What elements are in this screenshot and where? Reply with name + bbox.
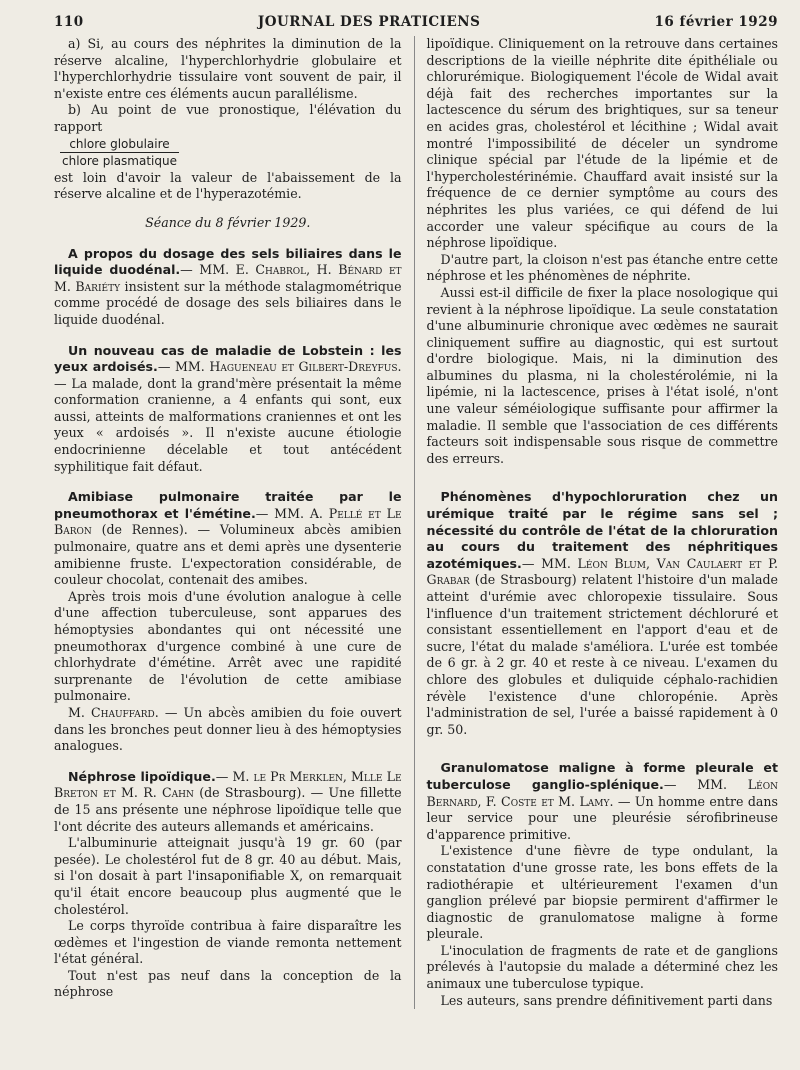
ratio-formula: [54, 136, 402, 170]
paragraph: b) Au point de vue pronostique, l'élévation du rapport: [54, 102, 402, 134]
paragraph: L'albuminurie atteignait jusqu'à 19 gr. 60 (par pesée). Le cholestérol fut de 8 gr. 40 au début. Mais, si l'on dosait à part l'insaponifiable X, on remarquait qu'il était encore beaucoup plus augmenté que le cholestérol.: [54, 835, 402, 917]
article: [427, 489, 778, 738]
session-heading: Séance du 8 février 1929.: [145, 214, 311, 230]
article-text: insistent sur la méthode stalagmométrique comme procédé de dosage des sels biliaires dans le liquide duodénal.: [54, 278, 402, 327]
article-title: Amibiase pulmonaire traitée par le pneumothorax et l'émétine.: [54, 489, 402, 521]
article-title: Granulomatose maligne à forme pleurale et tuberculose ganglio-splénique.: [426, 760, 778, 792]
right-column: [414, 36, 778, 1009]
paragraph: Aussi est-il difficile de fixer la place nosologique qui revient à la néphrose lipoïdique. La seule constatation d'une albuminurie chronique avec œdèmes ne saurait cliniquement suffire au diagnostic, qui est surtout d'ordre biologique. Mais, ni la diminution des albumines du plasma, ni la cholestérolémie, ni la lipémie, ni la lactescence, prises à l'état isolé, n'ont une valeur séméiologique suffisante pour affirmer la maladie. Il semble que l'association de ces différents facteurs soit indispensable sous risque de commettre des erreurs.: [426, 284, 778, 466]
article-text: — Un homme entre dans leur service pour une pleurésie sérofibrineuse d'apparence primitive.: [426, 793, 778, 842]
paragraph: Les auteurs, sans prendre définitivement parti dans: [440, 992, 773, 1008]
article-authors: — MM. Hagueneau et Gilbert-Dreyfus.: [157, 359, 402, 375]
article-title: Un nouveau cas de maladie de Lobstein : les yeux ardoisés.: [54, 342, 402, 375]
article-title: Phénomènes d'hypochloruration chez un urémique traité par le régime sans sel ; nécessité du contrôle de l'état de la chloruration au cours du traitement des néphritiques azotémiques.: [426, 489, 778, 571]
paragraph: Le corps thyroïde contribua à faire disparaître les œdèmes et l'ingestion de viande remonta nettement l'état général.: [54, 918, 402, 967]
article-authors: — MM. E. Chabrol, H. Bénard et M. Bariéty: [54, 262, 402, 294]
journal-title: JOURNAL DES PRATICIENS: [257, 14, 481, 30]
two-column-body: [54, 36, 778, 1009]
fraction-denominator: chlore plasmatique: [62, 154, 177, 169]
article-authors: — MM. Léon Bernard, F. Coste et M. Lamy.: [426, 776, 778, 809]
fraction: [60, 136, 179, 170]
article: [427, 760, 778, 1009]
fraction-numerator: chlore globulaire: [60, 136, 179, 154]
article-text: — La malade, dont la grand'mère présentait la même conformation cranienne, a 4 enfants qui sont, eux aussi, atteints de malformations craniennes et ont les yeux « ardoisés ». Il n'existe aucune étiologie endocrinienne décelable et tout antécédent syphilitique fait défaut.: [54, 375, 402, 474]
article-text: (de Strasbourg). — Une fillette de 15 ans présente une néphrose lipoïdique telle que l'ont décrite des auteurs allemands et américains.: [54, 785, 402, 834]
paragraph: L'existence d'une fièvre de type ondulant, la constatation d'une grosse rate, les bons effets de la radiothérapie et ultérieurement l'examen d'un ganglion prélevé par biopsie permirent d'affirmer le diagnostic de granulomatose maligne à forme pleurale.: [426, 843, 778, 942]
paragraph: est loin d'avoir la valeur de l'abaissement de la réserve alcaline et de l'hyperazotémie.: [54, 169, 402, 202]
paragraph: a) Si, au cours des néphrites la diminution de la réserve alcaline, l'hyperchlorhydrie globulaire et l'hyperchlorhydrie tissulaire vont souvent de pair, il n'existe entre ces éléments aucun parallélisme.: [54, 36, 402, 101]
paragraph: D'autre part, la cloison n'est pas étanche entre cette néphrose et les phénomènes de néphrite.: [426, 251, 778, 284]
paragraph: L'inoculation de fragments de rate et de ganglions prélevés à l'autopsie du malade a déterminé chez les animaux une tuberculose typique.: [426, 942, 778, 992]
article: [54, 246, 402, 329]
paragraph: Après trois mois d'une évolution analogue à celle d'une affection tuberculeuse, sont apparues des hémoptysies abondantes qui ont nécessité une pneumothorax d'urgence combiné à une cure de chlorhydrate d'émétine. Arrêt avec une rapidité surprenante de l'évolution de cette amibiase pulmonaire.: [54, 588, 402, 704]
article-title: Néphrose lipoïdique.: [68, 768, 216, 784]
article-title: A propos du dosage des sels biliaires dans le liquide duodénal.: [54, 245, 402, 278]
article-authors: M. Chauffard.: [68, 704, 159, 720]
paragraph: lipoïdique. Cliniquement on la retrouve dans certaines descriptions de la vieille néphrite dite épithéliale ou chlorurémique. Biologiquement l'école de Widal avait déjà fait des recherches importantes sur la lactescence du sérum des brightiques, sur sa teneur en acides gras, cholestérol et lécithine ; Widal avait montré l'impossibilité de déceler un syndrome clinique spécial par l'étude de la lipémie et de l'hypercholestérinémie. Chauffard avait insisté sur la fréquence de ce dernier symptôme au cours des néphrites les plus variées, ce qui défend de lui accorder une valeur spécifique au cours de la néphrose lipoïdique.: [426, 36, 778, 251]
article: [54, 769, 402, 1001]
article-text: (de Rennes). — Volumineux abcès amibien pulmonaire, quatre ans et demi après une dysenterie amibienne fruste. L'expectoration considérable, de couleur chocolat, contenait des amibes.: [54, 522, 402, 588]
page-header: [54, 14, 778, 30]
paragraph: Tout n'est pas neuf dans la conception de la néphrose: [54, 967, 402, 1000]
article-authors: — MM. Léon Blum, Van Caulaert et P. Grabar: [426, 555, 778, 588]
article-text: (de Strasbourg) relatent l'histoire d'un malade atteint d'urémie avec chloropexie tissulaire. Sous l'influence d'un traitement strictement déchloruré et consistant essentiellement en l'apport d'eau et de sucre, l'état du malade s'améliora. L'urée est tombée de 6 gr. à 2 gr. 40 et reste à ce niveau. L'examen du chlore des globules et duliquide céphalo-rachidien révèle l'existence d'une chloropénie. Après l'administration de sel, l'urée a baissé rapidement à 0 gr. 50.: [426, 572, 778, 737]
article-authors: — MM. A. Pellé et Le Baron: [54, 505, 402, 538]
page-number: 110: [54, 14, 84, 30]
article: [54, 489, 402, 755]
left-column: [54, 36, 414, 1009]
article-text: — Un abcès amibien du foie ouvert dans les bronches peut donner lieu à des hémoptysies analogues.: [54, 704, 402, 754]
article-authors: — M. le Pr Merklen, Mlle Le Breton et M. R. Cahn: [54, 768, 402, 801]
article: [54, 343, 402, 476]
issue-date: 16 février 1929: [654, 14, 778, 30]
